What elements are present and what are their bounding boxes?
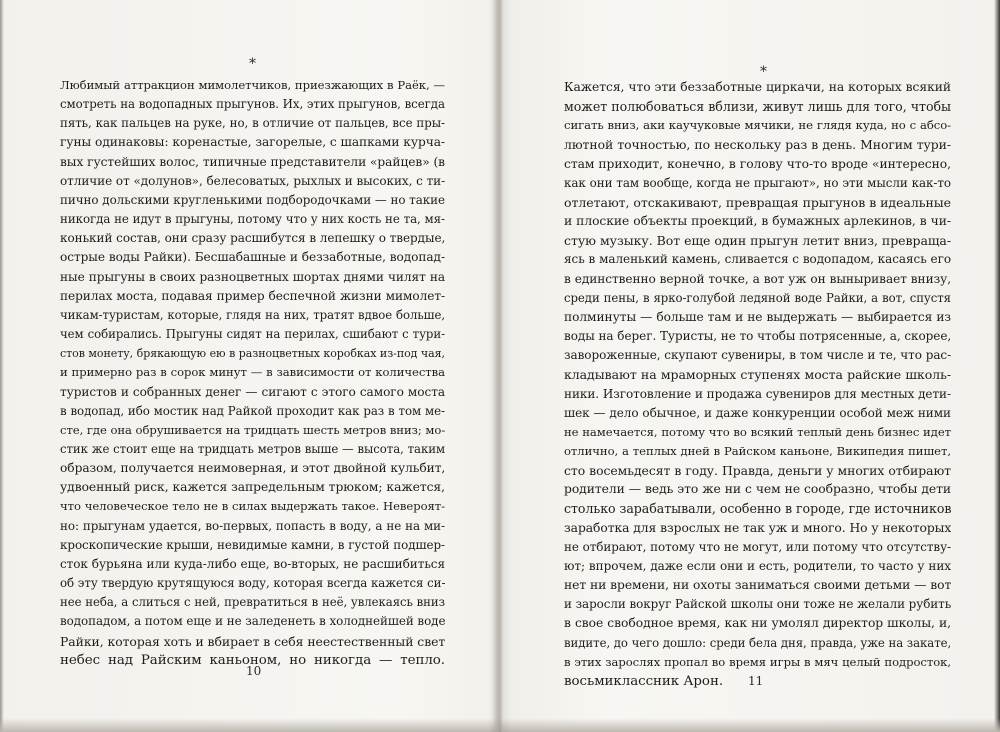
text-line: нее неба, а слиться с ней, превратиться в неё, увлекаясь вниз <box>60 595 445 610</box>
text-line: не намечается, потому что во всякий теплый день бизнес идет <box>564 424 951 439</box>
text-line: ют; впрочем, даже если они и есть, родители, то часто у них <box>564 558 951 573</box>
text-line: никогда не идут в прыгуны, потому что у них кость не та, мя- <box>60 212 445 227</box>
text-line: отлетают, отскакивают, превращая прыгунов в идеальные <box>564 194 951 210</box>
text-line: не отбирают, потому что не могут, или потому что отсутству- <box>564 539 951 554</box>
section-ornament: * <box>249 56 256 72</box>
text-line: сте, где она обрушивается на тридцать шесть метров вниз; мо- <box>60 422 445 437</box>
text-line: стам приходит, конечно, в голову что-то вроде «интересно, <box>564 156 951 171</box>
text-line: отлично, а теплых дней в Райском каньоне, Википедия пишет, <box>564 443 951 458</box>
text-line: небес над Райским каньоном, но никогда — тепло. <box>60 652 445 668</box>
text-line: и примерно раз в сорок минут — в зависимости от количества <box>60 365 445 380</box>
text-line: и плоские объекты проекций, в бумажных арлекинов, в чи- <box>564 214 951 229</box>
text-line: сигать вниз, аки каучуковые мячики, не глядя куда, но с абсо- <box>564 118 951 133</box>
page-number: 10 <box>246 664 262 678</box>
text-line: конький состав, они сразу расшибутся в лепешку о твердые, <box>60 231 445 246</box>
text-line: туристов и собранных денег — сигают с этого самого моста <box>60 384 445 399</box>
text-line: отличие от «долунов», белесоватых, рыхлых и высоких, с ти- <box>60 173 445 188</box>
right-page <box>504 0 1000 732</box>
text-line: перилах моста, подавая пример беспечной жизни мимолет- <box>60 288 445 303</box>
text-line: лютной точностью, по нескольку раз в день. Многим тури- <box>564 137 951 153</box>
text-line: пично дольскими кругленькими подбородочками — но такие <box>60 192 445 207</box>
text-line: острые воды Райки). Бесшабашные и беззаботные, водопад- <box>60 250 445 265</box>
text-line: нет ни времени, ни охоты заниматься своими детьми — вот <box>564 578 951 593</box>
text-line: в водопад, ибо мостик над Райкой проходит как раз в том ме- <box>60 403 445 418</box>
text-line: ясь в маленький камень, сливается с водопадом, касаясь его <box>564 252 951 267</box>
text-line: ники. Изготовление и продажа сувениров для местных дети- <box>564 386 951 401</box>
text-line: ные прыгуны в своих разноцветных шортах днями чилят на <box>60 269 445 284</box>
text-line: смотреть на водопадных прыгунов. Их, этих прыгунов, всегда <box>60 97 445 112</box>
text-line: Райки, которая хоть и вбирает в себя неестественный свет <box>60 633 445 649</box>
text-line: может полюбоваться вблизи, живут лишь для того, чтобы <box>564 99 951 115</box>
text-line: среди пены, в ярко-голубой ледяной воде Райки, а вот, спустя <box>564 290 951 305</box>
text-line: видите, до чего дошло: среди бела дня, правда, уже на закате, <box>564 635 951 650</box>
page-number: 11 <box>748 674 764 688</box>
text-line: чем собирались. Прыгуны сидят на перилах, сшибают с тури- <box>60 327 445 342</box>
text-line: сток бурьяна или куда-либо еще, во-вторых, не расшибиться <box>60 556 445 571</box>
text-line: заработка для взрослых не так уж и много. Но у некоторых <box>564 520 951 535</box>
text-line: родители — ведь это же ни с чем не сообразно, чтобы дети <box>564 482 951 497</box>
text-line: шек — дело обычное, и даже конкуренции особой меж ними <box>564 405 951 420</box>
text-line: вых густейших волос, типичные представители «райцев» (в <box>60 154 445 169</box>
text-line: что человеческое тело не в силах выдержать такое. Невероят- <box>60 499 445 514</box>
text-line: в свое свободное время, как ни умолял директор школы, и, <box>564 616 951 631</box>
text-line: но: прыгунам удается, во-первых, попасть в воду, а не на ми- <box>60 518 445 533</box>
text-line: водопадом, а потом еще и не заледенеть в холоднейшей воде <box>60 614 445 629</box>
text-line: в этих зарослях пропал во время игры в мяч целый подросток, <box>564 654 951 669</box>
section-ornament: * <box>760 64 767 80</box>
left-page <box>0 0 496 732</box>
text-line: стик же стоит еще на тридцать метров выше — высота, таким <box>60 441 445 456</box>
right-page-text <box>564 78 951 691</box>
text-line: как они там вообще, когда не прыгают», но эти мысли как-то <box>564 175 951 190</box>
text-line: сто восемьдесят в году. Правда, деньги у многих отбирают <box>564 463 951 479</box>
text-line: в единственно верной точке, а вот уж он выныривает внизу, <box>564 271 951 286</box>
text-line: и заросли вокруг Райской школы они тоже не желали рубить <box>564 597 951 612</box>
text-line: Любимый аттракцион мимолетчиков, приезжающих в Раёк, — <box>60 78 445 92</box>
left-page-text <box>60 76 445 670</box>
text-line: воды на берег. Туристы, не то чтобы потрясенные, а, скорее, <box>564 329 951 344</box>
text-line: полминуты — больше там и не выдержать — выбирается из <box>564 309 951 324</box>
text-line: об эту твердую крутящуюся воду, которая всегда кажется си- <box>60 576 445 591</box>
text-line: гуны одинаковы: коренастые, загорелые, с шапками курча- <box>60 135 445 150</box>
text-line: столько зарабатывали, особенно в городе, где источников <box>564 501 951 517</box>
text-line: восьмиклассник Арон. <box>564 673 724 689</box>
text-line: завороженные, скупают сувениры, в том числе и те, что рас- <box>564 348 951 363</box>
text-line: стую музыку. Вот еще один прыгун летит вниз, превраща- <box>564 233 951 249</box>
text-line: стов монету, брякающую ею в разноцветных коробках из-под чая, <box>60 347 445 361</box>
text-line: удвоенный риск, кажется запредельным трюком; кажется, <box>60 480 445 495</box>
text-line: образом, получается неимоверная, и этот двойной кульбит, <box>60 461 445 476</box>
text-line: кладывают на мраморных ступенях моста райские школь- <box>564 367 951 383</box>
text-line: кроскопические крыши, невидимые камни, в густой подшер- <box>60 537 445 552</box>
text-line: Кажется, что эти беззаботные циркачи, на которых всякий <box>564 80 951 94</box>
text-line: пять, как пальцев на руке, но, в отличие от пальцев, все пры- <box>60 116 445 131</box>
text-line: чикам-туристам, которые, глядя на них, тратят вдвое больше, <box>60 307 445 322</box>
